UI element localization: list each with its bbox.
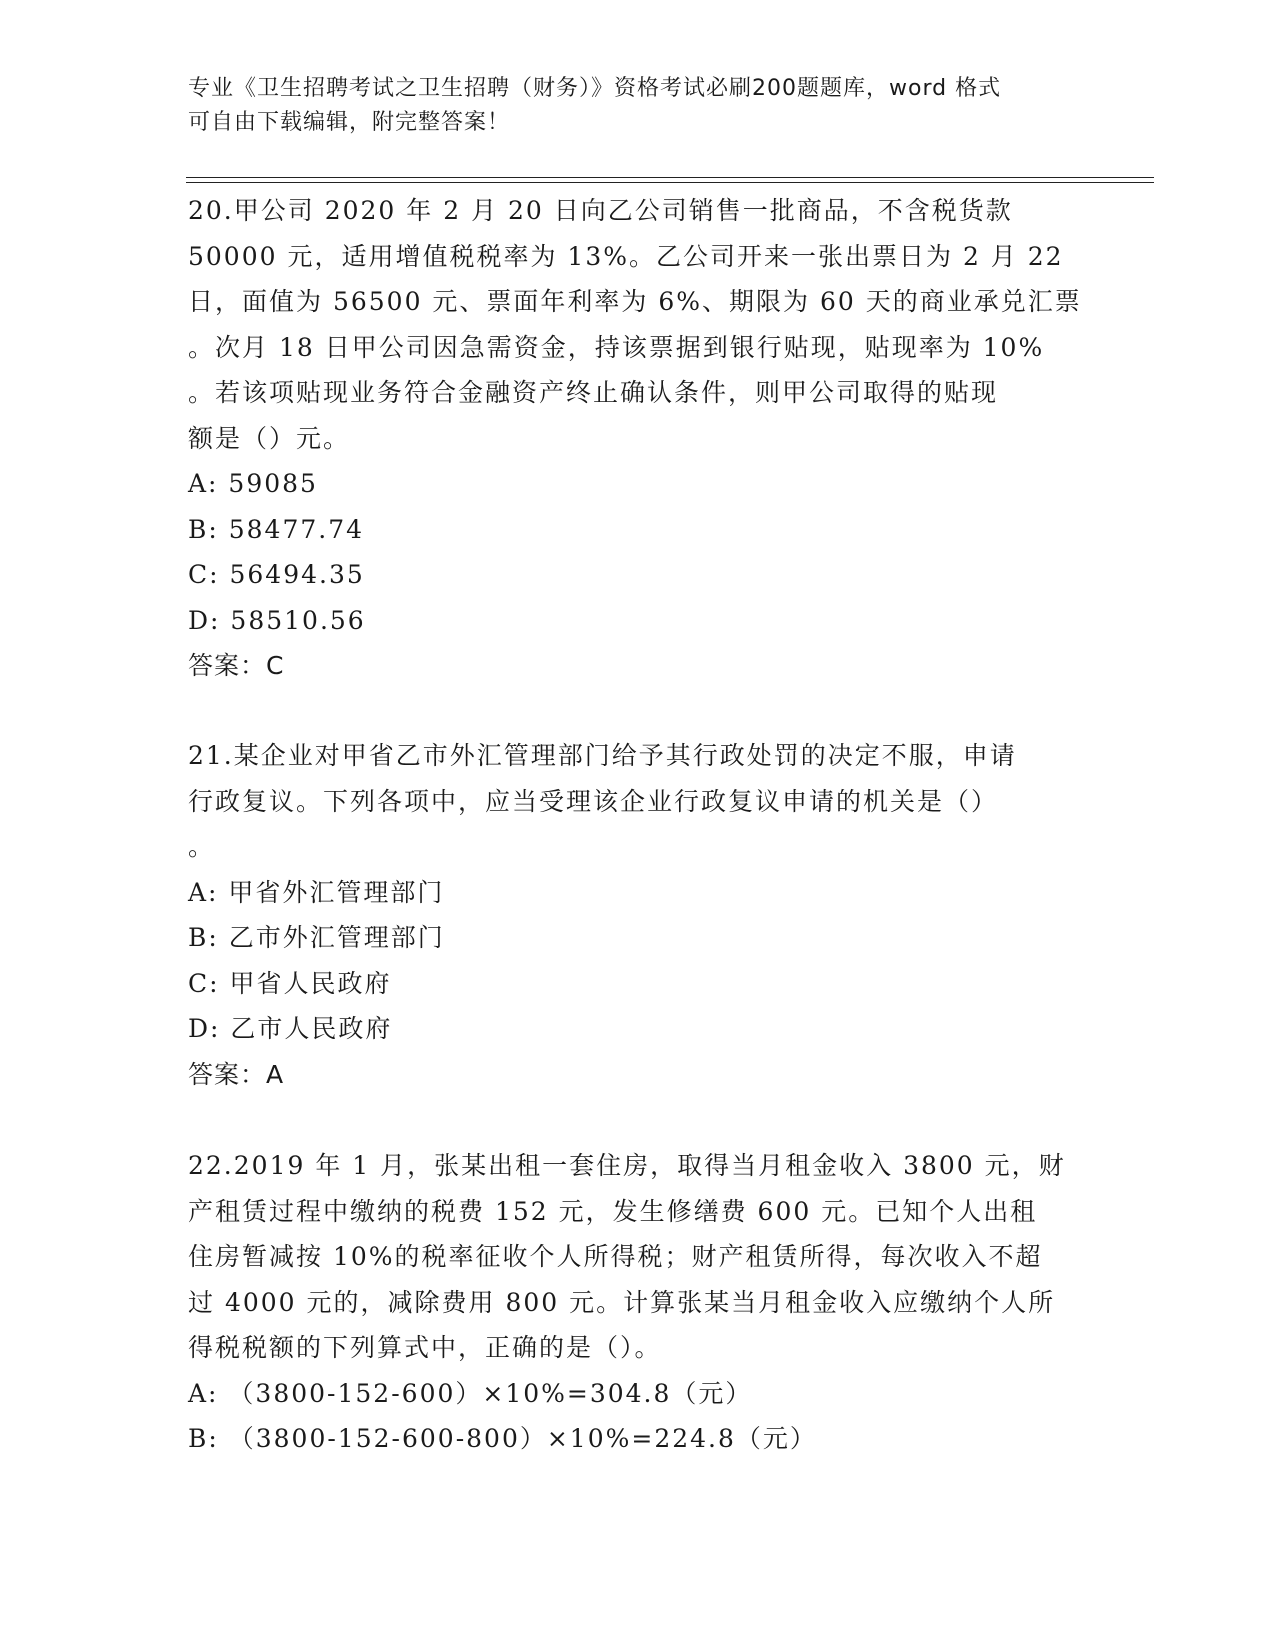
answer-text: 答案：C xyxy=(188,651,285,680)
option-d: D: 乙市人民政府 xyxy=(188,1014,393,1043)
question-stem-line: 20.甲公司 2020 年 2 月 20 日向乙公司销售一批商品，不含税货款 xyxy=(188,196,1013,225)
header-line-2: 可自由下载编辑，附完整答案！ xyxy=(188,110,511,135)
question-22 xyxy=(188,1143,1088,1462)
option-b: B: 58477.74 xyxy=(188,514,365,544)
header-divider-top xyxy=(186,177,1154,178)
question-20 xyxy=(188,188,1088,689)
option-c: C: 56494.35 xyxy=(188,560,365,589)
question-stem-line: 日，面值为 56500 元、票面年利率为 6%、期限为 60 天的商业承兑汇票 xyxy=(188,287,1082,316)
page-header xyxy=(188,72,1088,140)
header-line-1: 专业《卫生招聘考试之卫生招聘（财务）》资格考试必刷200题题库，word 格式 xyxy=(188,76,1002,101)
option-b: B: （3800-152-600-800）×10%=224.8（元） xyxy=(188,1424,817,1453)
option-a: A: （3800-152-600）×10%=304.8（元） xyxy=(188,1378,753,1408)
question-stem-line: 。若该项贴现业务符合金融资产终止确认条件，则甲公司取得的贴现 xyxy=(188,378,999,407)
question-stem-line: 21.某企业对甲省乙市外汇管理部门给予其行政处罚的决定不服，申请 xyxy=(188,741,1017,770)
question-stem-line: 住房暂减按 10%的税率征收个人所得税；财产租赁所得，每次收入不超 xyxy=(188,1242,1043,1271)
option-b: B: 乙市外汇管理部门 xyxy=(188,923,445,952)
question-stem-line: 。 xyxy=(188,832,216,861)
option-d: D: 58510.56 xyxy=(188,605,366,635)
option-c: C: 甲省人民政府 xyxy=(188,968,392,998)
option-a: A: 甲省外汇管理部门 xyxy=(188,877,445,907)
question-stem-line: 产租赁过程中缴纳的税费 152 元，发生修缮费 600 元。已知个人出租 xyxy=(188,1196,1038,1226)
option-a: A: 59085 xyxy=(188,469,318,498)
question-stem-line: 过 4000 元的，减除费用 800 元。计算张某当月租金收入应缴纳个人所 xyxy=(188,1287,1056,1317)
question-stem-line: 行政复议。下列各项中，应当受理该企业行政复议申请的机关是（） xyxy=(188,786,999,816)
answer-text: 答案：A xyxy=(188,1059,285,1089)
question-stem-line: 额是（）元。 xyxy=(188,423,351,453)
question-stem-line: 22.2019 年 1 月，张某出租一套住房，取得当月租金收入 3800 元，财 xyxy=(188,1151,1066,1180)
question-stem-line: 得税税额的下列算式中，正确的是（）。 xyxy=(188,1333,662,1362)
question-21 xyxy=(188,733,1088,1097)
header-divider-bottom xyxy=(186,182,1154,183)
question-stem-line: 。次月 18 日甲公司因急需资金，持该票据到银行贴现，贴现率为 10% xyxy=(188,332,1045,362)
question-stem-line: 50000 元，适用增值税税率为 13%。乙公司开来一张出票日为 2 月 22 xyxy=(188,241,1064,271)
